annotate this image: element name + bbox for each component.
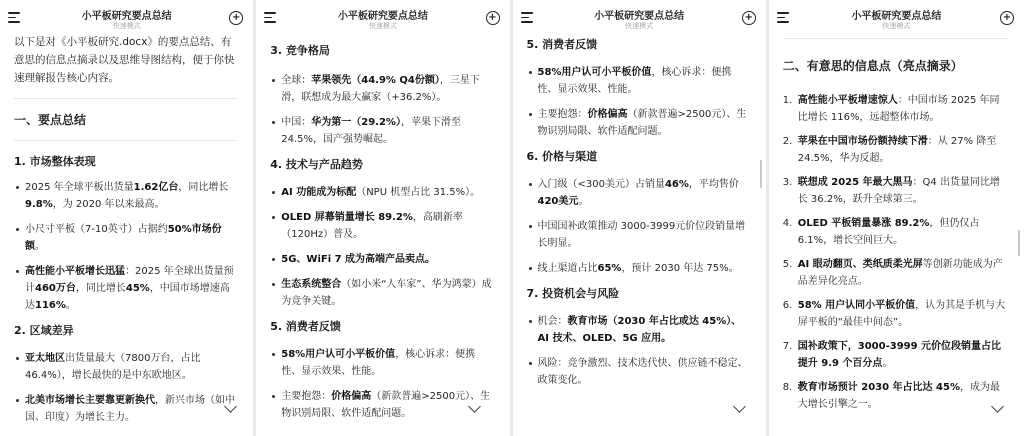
text-fragment: 教育市场（2030 年占比或达 45%）、AI 技术、OLED、5G 应用。: [537, 316, 742, 344]
text-fragment: ，高刷新率（120Hz）普及。: [281, 212, 463, 240]
item-text: ，成为最大增长引擎之一。: [797, 382, 1000, 410]
scrollbar[interactable]: [1018, 230, 1020, 256]
item-number: 7.: [782, 341, 793, 352]
text-fragment: ，三星下滑，联想成为最大赢家（+36.2%）。: [281, 75, 480, 103]
list-item: [270, 114, 493, 148]
item-highlight: 58% 用户认同小平板价值: [797, 300, 916, 311]
list-item: [14, 392, 237, 426]
text-fragment: 46%: [664, 179, 689, 190]
list-item: [270, 251, 493, 268]
item-text: ：从 27% 降至 24.5%，华为反超。: [797, 136, 997, 164]
list-item: [270, 72, 493, 106]
text-fragment: 。: [65, 300, 76, 311]
text-fragment: 中国：: [281, 117, 312, 128]
item-text: ，但仍仅占 6.1%，增长空间巨大。: [797, 218, 980, 246]
list-item: [270, 388, 493, 422]
text-fragment: OLED 屏幕销量增长 89.2%: [281, 212, 413, 223]
text-fragment: 5G、WiFi 7 成为高端产品卖点。: [281, 254, 436, 265]
highlight-item: [783, 256, 1008, 290]
app-header: [513, 0, 766, 38]
text-fragment: 风险：竞争激烈、技术迭代快、供应链不稳定、政策变化。: [537, 358, 748, 386]
new-chat-icon[interactable]: +: [486, 11, 500, 25]
item-text: ：Q4 出货量同比增长 36.2%，跃升全球第三。: [797, 177, 1000, 205]
text-fragment: 460万台: [35, 283, 76, 294]
text-fragment: 主要抱怨：: [537, 109, 588, 120]
text-fragment: ，为 2020 年以来最高。: [52, 199, 165, 210]
item-highlight: OLED 平板销量暴涨 89.2%: [797, 218, 930, 229]
highlight-item: [783, 92, 1008, 126]
list-item: [14, 221, 237, 255]
bullet-list: [270, 184, 493, 310]
text-fragment: 。: [578, 196, 589, 207]
chat-content: [769, 38, 1024, 436]
panel-1: [0, 0, 253, 436]
text-fragment: 亚太地区: [25, 353, 65, 364]
text-fragment: 价格偏高: [331, 391, 372, 402]
highlights-list: [783, 92, 1008, 413]
header-subtitle: 快速模式: [882, 22, 911, 30]
highlight-item: [783, 215, 1008, 249]
text-fragment: 9.8%: [25, 199, 53, 210]
item-highlight: 联想成 2025 年最大黑马: [797, 177, 913, 188]
text-fragment: 苹果领先（44.9% Q4份额）: [311, 75, 440, 86]
panel-3: [513, 0, 766, 436]
text-fragment: 。: [35, 241, 45, 252]
text-fragment: ，同比增长: [75, 283, 126, 294]
header-title: 小平板研究要点总结: [81, 11, 172, 22]
item-highlight: AI 眼动翻页、类纸质柔光屏: [797, 259, 923, 270]
list-item: [527, 260, 750, 277]
text-fragment: ，中国市场增速高达: [25, 283, 230, 311]
list-item: [270, 276, 493, 310]
divider: [14, 140, 237, 141]
item-number: 4.: [782, 218, 793, 229]
bullet-list: [14, 179, 237, 314]
text-fragment: ，平均售价: [688, 179, 739, 190]
text-fragment: 价格偏高: [587, 109, 628, 120]
divider: [783, 38, 1008, 39]
bullet-list: [527, 176, 750, 277]
text-fragment: ，核心诉求：便携性、显示效果、性能。: [537, 67, 732, 95]
text-fragment: 线上渠道占比: [537, 263, 598, 274]
highlight-item: [783, 297, 1008, 331]
chat-content: [0, 38, 253, 436]
text-fragment: AI 功能成为标配: [281, 187, 357, 198]
header-subtitle: 快速模式: [368, 22, 397, 30]
bullet-list: [527, 313, 750, 389]
item-text: ：中国市场 2025 年同比增长 116%，远超整体市场。: [797, 95, 1000, 123]
bullet-list: [14, 350, 237, 426]
text-fragment: （新款普遍>2500元）、生物识别局限、软件适配问题。: [281, 391, 491, 419]
text-fragment: 机会：: [537, 316, 568, 327]
intro-text: 以下是对《小平板研究.docx》的要点总结、有意思的信息点摘录以及思维导图结构，便于你快速理解报告核心内容。: [14, 36, 235, 84]
text-fragment: 出货量最大（7800万台，占比 46.4%），增长最快的是中东欧地区。: [25, 353, 201, 381]
text-fragment: ，同比增长: [178, 182, 229, 193]
text-fragment: 小尺寸平板（7-10英寸）占据约: [25, 224, 168, 235]
new-chat-icon[interactable]: +: [1000, 11, 1014, 25]
item-text: 。: [882, 358, 893, 369]
header-subtitle: 快速模式: [112, 22, 141, 30]
text-fragment: ，核心诉求：便携性、显示效果、性能。: [281, 349, 476, 377]
header-title: 小平板研究要点总结: [594, 11, 685, 22]
text-fragment: 1.62亿台: [133, 182, 179, 193]
list-item: [14, 350, 237, 384]
list-item: [270, 209, 493, 243]
chat-content: [513, 38, 766, 436]
header-subtitle: 快速模式: [625, 22, 654, 30]
text-fragment: 全球：: [281, 75, 312, 86]
heading-region: 2. 区域差异: [14, 324, 74, 337]
text-fragment: 入门级（<300美元）占销量: [537, 179, 665, 190]
text-fragment: 北美市场增长主要靠更新换代: [25, 395, 155, 406]
item-number: 6.: [782, 300, 793, 311]
chat-content: [256, 38, 509, 436]
text-fragment: ，新兴市场（如中国、印度）为增长主力。: [25, 395, 235, 423]
item-number: 2.: [782, 136, 793, 147]
text-fragment: 华为第一（29.2%）: [311, 117, 401, 128]
list-item: [527, 64, 750, 98]
list-item: [527, 106, 750, 140]
item-highlight: 国补政策下，3000-3999 元价位段销量占比: [797, 341, 1002, 352]
list-item: [527, 176, 750, 210]
list-item: [14, 263, 237, 314]
list-item: [14, 179, 237, 213]
text-fragment: （NPU 机型占比 31.5%）。: [356, 187, 481, 198]
item-text: ，认为其是手机与大屏平板的“最佳中间态”。: [797, 300, 1006, 328]
section-title: 一、要点总结: [14, 113, 87, 127]
text-fragment: 50%市场份额: [25, 224, 222, 252]
text-fragment: ，苹果下滑至 24.5%，国产强势崛起。: [281, 117, 461, 145]
item-number: 5.: [782, 259, 793, 270]
heading-competition: 3. 竞争格局: [270, 44, 330, 57]
new-chat-icon[interactable]: +: [742, 11, 756, 25]
highlight-item: [783, 338, 1008, 372]
list-item: [270, 184, 493, 201]
item-highlight: 教育市场预计 2030 年占比达 45%: [797, 382, 960, 393]
app-header: [769, 0, 1024, 38]
text-fragment: 58%用户认可小平板价值: [537, 67, 652, 78]
divider: [14, 98, 237, 99]
header-title: 小平板研究要点总结: [851, 11, 942, 22]
text-fragment: 高性能小平板增长迅猛: [25, 266, 125, 277]
text-fragment: 生态系统整合: [281, 279, 342, 290]
bullet-list: [527, 64, 750, 140]
heading-tech: 4. 技术与产品趋势: [270, 158, 363, 171]
new-chat-icon[interactable]: +: [229, 11, 243, 25]
list-item: [527, 313, 750, 347]
item-text: 提升 9.9 个百分点: [797, 358, 883, 369]
text-fragment: 2025 年全球平板出货量: [25, 182, 134, 193]
panel-2: [256, 0, 509, 436]
text-fragment: （新款普遍>2500元）、生物识别局限、软件适配问题。: [537, 109, 747, 137]
text-fragment: 65%: [597, 263, 622, 274]
text-fragment: ，预计 2030 年达 75%。: [621, 263, 739, 274]
text-fragment: ：2025 年全球出货量预计: [25, 266, 234, 294]
list-item: [270, 346, 493, 380]
heading-price-channel: 6. 价格与渠道: [526, 150, 598, 163]
header-title: 小平板研究要点总结: [337, 11, 428, 22]
text-fragment: 主要抱怨：: [281, 391, 332, 402]
list-item: [527, 355, 750, 389]
item-number: 3.: [782, 177, 793, 188]
highlight-item: [783, 174, 1008, 208]
heading-investment: 7. 投资机会与风险: [526, 287, 620, 300]
text-fragment: 58%用户认可小平板价值: [281, 349, 396, 360]
text-fragment: （如小米“人车家”、华为鸿蒙）成为竞争关键。: [281, 279, 492, 307]
list-item: [527, 218, 750, 252]
item-highlight: 高性能小平板增速惊人: [797, 95, 898, 106]
bullet-list: [270, 72, 493, 148]
panel-4: [769, 0, 1024, 436]
highlight-item: [783, 133, 1008, 167]
item-text: 等创新功能成为产品差异化亮点。: [797, 259, 1003, 287]
text-fragment: 45%: [125, 283, 150, 294]
bullet-list: [270, 346, 493, 422]
item-number: 8.: [782, 382, 793, 393]
text-fragment: 116%: [35, 300, 66, 311]
text-fragment: 中国国补政策推动 3000-3999元价位段销量增长明显。: [537, 221, 746, 249]
highlight-item: [783, 379, 1008, 413]
text-fragment: 420美元: [537, 196, 579, 207]
heading-consumer: 5. 消费者反馈: [526, 38, 598, 51]
section-title: 二、有意思的信息点（亮点摘录）: [782, 59, 963, 73]
item-highlight: 苹果在中国市场份额持续下滑: [797, 136, 928, 147]
heading-consumer: 5. 消费者反馈: [270, 320, 341, 333]
app-header: [256, 0, 509, 38]
scrollbar[interactable]: [760, 160, 762, 188]
item-number: 1.: [782, 95, 793, 106]
heading-market: 1. 市场整体表现: [14, 155, 96, 168]
